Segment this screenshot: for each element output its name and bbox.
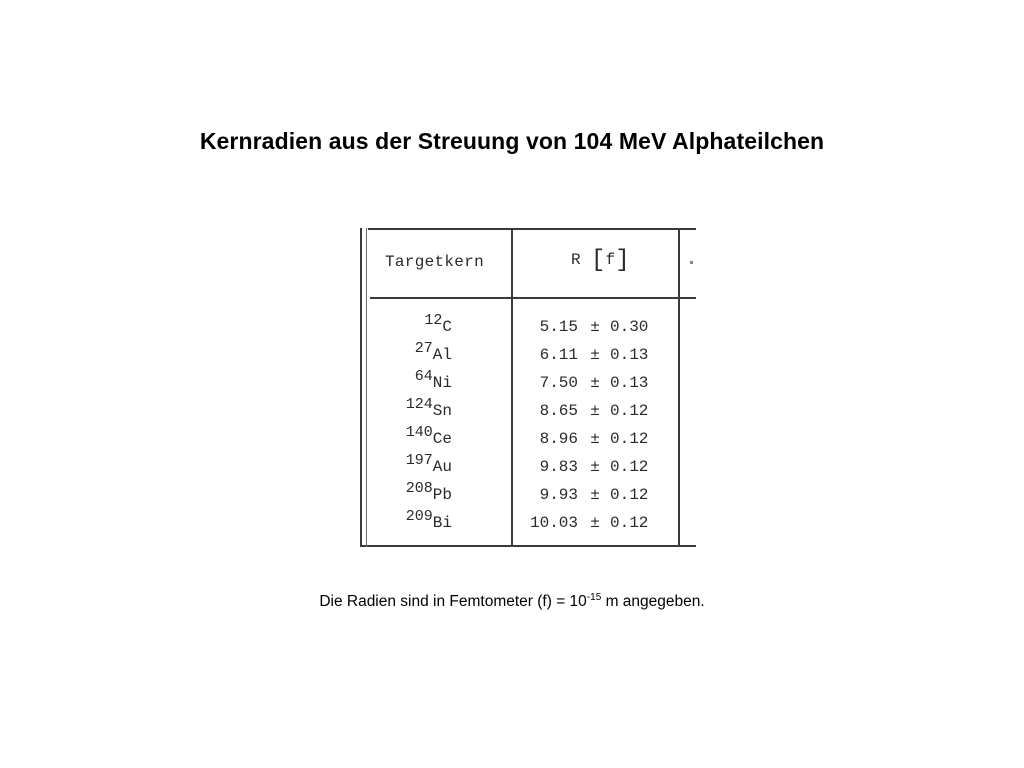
nucleus-cell [405,396,452,420]
footnote-exponent: -15 [586,592,602,603]
table-header-rule [370,297,696,299]
radius-error: 0.12 [610,458,649,476]
radius-error: 0.12 [610,430,649,448]
nucleus-cell [405,452,452,476]
table-row [360,482,696,510]
mass-number: 209 [405,508,433,525]
mass-number: 197 [405,452,433,469]
mass-number: 12 [424,312,443,329]
radius-error: 0.13 [610,374,649,392]
table-row [360,370,696,398]
mass-number: 140 [405,424,433,441]
radius-error: 0.12 [610,514,649,532]
table-row [360,510,696,538]
radius-value: 9.93 [539,486,578,504]
radius-cell [524,402,648,420]
scan-speck [690,261,693,264]
nucleus-cell [414,340,452,364]
radius-value: 9.83 [539,458,578,476]
radius-value: 7.50 [539,374,578,392]
mass-number: 27 [414,340,433,357]
table-bottom-rule [360,545,696,547]
radii-table [360,225,696,551]
mass-number: 208 [405,480,433,497]
plus-minus: ± [590,458,600,476]
table-row [360,454,696,482]
table-row [360,342,696,370]
radius-cell [524,458,648,476]
plus-minus: ± [590,430,600,448]
nucleus-cell [414,368,452,392]
radius-value: 5.15 [539,318,578,336]
nucleus-cell [405,424,452,448]
radius-value: 8.65 [539,402,578,420]
radius-cell [524,346,648,364]
mass-number: 124 [405,396,433,413]
plus-minus: ± [590,514,600,532]
radius-cell [524,486,648,504]
radius-cell [524,318,648,336]
radius-value: 8.96 [539,430,578,448]
plus-minus: ± [590,402,600,420]
footnote [0,592,1024,611]
radius-cell [524,430,648,448]
plus-minus: ± [590,374,600,392]
radius-value: 6.11 [539,346,578,364]
header-radius-symbol: R [571,251,581,269]
radius-error: 0.13 [610,346,649,364]
table-row [360,398,696,426]
nucleus-cell [424,312,452,336]
element-symbol: Sn [432,402,452,420]
header-radius-unit: f [605,251,616,269]
radius-error: 0.12 [610,402,649,420]
element-symbol: Al [432,346,452,364]
plus-minus: ± [590,486,600,504]
radius-error: 0.12 [610,486,649,504]
header-bracket-open: [ [590,247,606,274]
radius-error: 0.30 [610,318,649,336]
nucleus-cell [405,508,452,532]
header-target: Targetkern [385,253,485,271]
table-top-rule [368,228,696,230]
element-symbol: Bi [432,514,452,532]
element-symbol: Pb [432,486,452,504]
table-row [360,314,696,342]
element-symbol: C [442,318,452,336]
element-symbol: Ce [432,430,452,448]
page-title: Kernradien aus der Streuung von 104 MeV Alphateilchen [199,128,825,154]
footnote-text-before: Die Radien sind in Femtometer (f) = 10 [319,593,587,611]
radius-value: 10.03 [529,514,578,532]
table-row [360,426,696,454]
plus-minus: ± [590,346,600,364]
element-symbol: Ni [432,374,452,392]
plus-minus: ± [590,318,600,336]
nucleus-cell [405,480,452,504]
footnote-text-after: m angegeben. [601,593,705,611]
header-bracket-close: ] [615,247,631,274]
radius-cell [524,514,648,532]
mass-number: 64 [414,368,433,385]
header-radius [571,247,630,274]
element-symbol: Au [432,458,452,476]
radius-cell [524,374,648,392]
